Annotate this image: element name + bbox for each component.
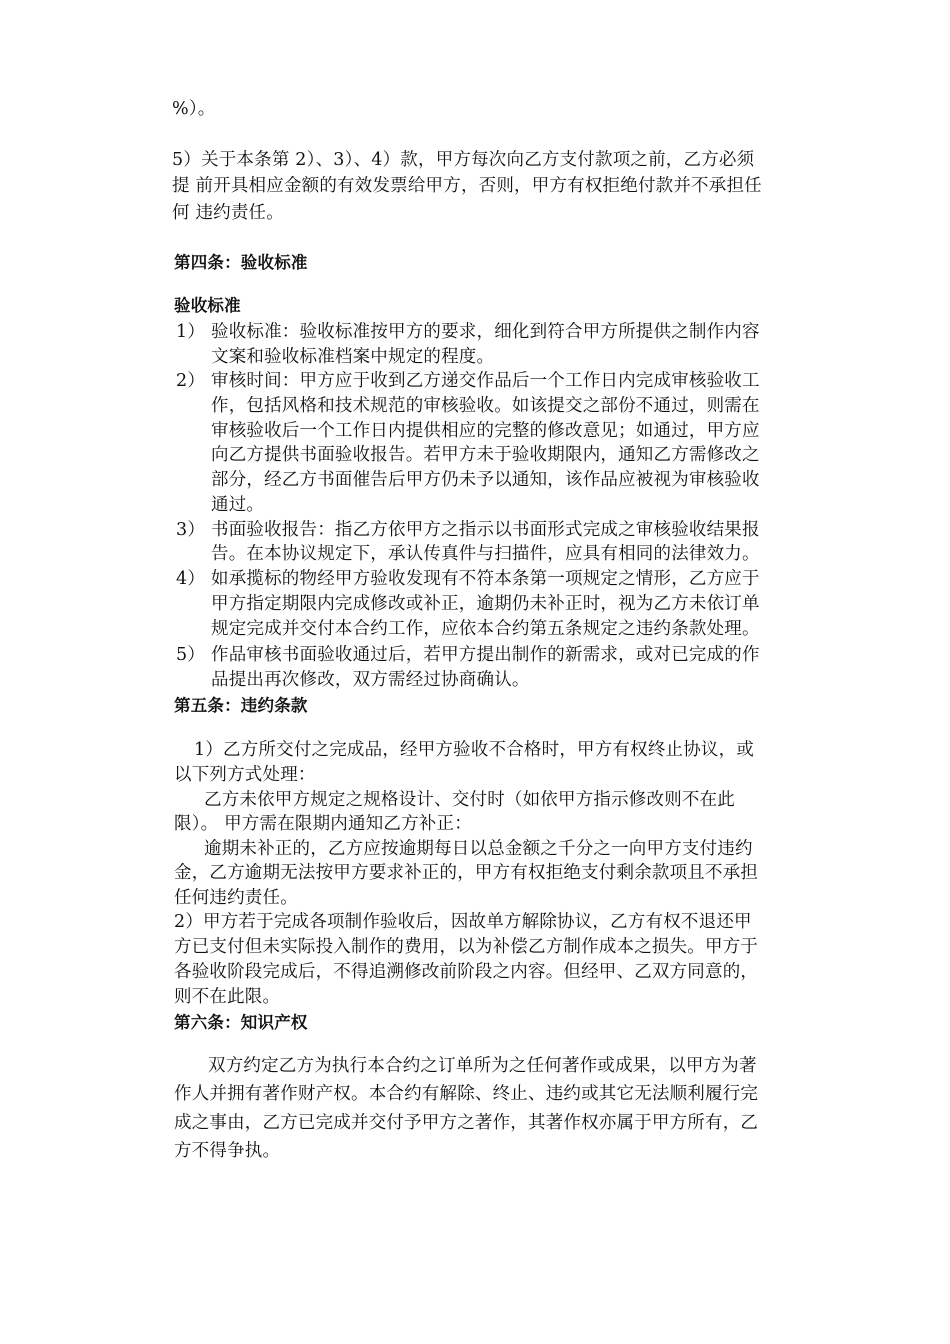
paragraph-line: 任何违约责任。 xyxy=(174,888,298,908)
text-line: 5）关于本条第 2）、3）、4）款，甲方每次向乙方支付款项之前，乙方必须 xyxy=(172,150,755,170)
text-line: %）。 xyxy=(172,99,216,119)
section-subheading: 验收标准 xyxy=(174,296,241,315)
section-heading: 第四条：验收标准 xyxy=(174,253,308,272)
list-item-number: 4） xyxy=(176,569,206,589)
list-item-number: 1） xyxy=(176,322,206,342)
paragraph-line: 各验收阶段完成后，不得追溯修改前阶段之内容。但经甲、乙双方同意的， xyxy=(174,962,759,982)
paragraph-line: 方不得争执。 xyxy=(174,1141,281,1161)
list-item-text: 书面验收报告：指乙方依甲方之指示以书面形式完成之审核验收结果报 xyxy=(211,520,760,540)
paragraph-line: 则不在此限。 xyxy=(174,987,281,1007)
text-line: 何 违约责任。 xyxy=(172,203,284,223)
list-item-text: 文案和验收标准档案中规定的程度。 xyxy=(211,347,495,367)
paragraph-line: 以下列方式处理： xyxy=(174,765,316,785)
list-item-text: 向乙方提供书面验收报告。若甲方未于验收期限内，通知乙方需修改之 xyxy=(211,445,760,465)
list-item-number: 3） xyxy=(176,520,206,540)
paragraph-line: 限）。 甲方需在限期内通知乙方补正： xyxy=(174,814,472,834)
paragraph-line: 方已支付但未实际投入制作的费用，以为补偿乙方制作成本之损失。甲方于 xyxy=(174,937,759,957)
list-item-text: 验收标准：验收标准按甲方的要求，细化到符合甲方所提供之制作内容 xyxy=(211,322,760,342)
paragraph-line: 金，乙方逾期无法按甲方要求补正的，甲方有权拒绝支付剩余款项且不承担 xyxy=(174,863,759,883)
list-item-text: 如承揽标的物经甲方验收发现有不符本条第一项规定之情形，乙方应于 xyxy=(211,569,760,589)
paragraph-line: 逾期未补正的，乙方应按逾期每日以总金额之千分之一向甲方支付违约 xyxy=(204,839,753,859)
list-item-text: 作，包括风格和技术规范的审核验收。如该提交之部份不通过，则需在 xyxy=(211,396,760,416)
list-item-text: 部分，经乙方书面催告后甲方仍未予以通知，该作品应被视为审核验收 xyxy=(211,470,760,490)
paragraph-line: 乙方未依甲方规定之规格设计、交付时（如依甲方指示修改则不在此 xyxy=(204,790,735,810)
list-item-text: 审核验收后一个工作日内提供相应的完整的修改意见；如通过，甲方应 xyxy=(211,421,760,441)
paragraph-line: 作人并拥有著作财产权。本合约有解除、终止、违约或其它无法顺利履行完 xyxy=(174,1084,759,1104)
list-item-text: 品提出再次修改，双方需经过协商确认。 xyxy=(211,670,530,690)
list-item-text: 作品审核书面验收通过后，若甲方提出制作的新需求，或对已完成的作 xyxy=(211,645,760,665)
paragraph-line: 2）甲方若于完成各项制作验收后，因故单方解除协议，乙方有权不退还甲 xyxy=(174,912,752,932)
text-line: 提 前开具相应金额的有效发票给甲方，否则，甲方有权拒绝付款并不承担任 xyxy=(172,176,762,196)
list-item-text: 审核时间：甲方应于收到乙方递交作品后一个工作日内完成审核验收工 xyxy=(211,371,760,391)
list-item-text: 规定完成并交付本合约工作，应依本合约第五条规定之违约条款处理。 xyxy=(211,619,760,639)
section-heading: 第五条：违约条款 xyxy=(174,696,308,715)
list-item-text: 告。在本协议规定下，承认传真件与扫描件，应具有相同的法律效力。 xyxy=(211,544,760,564)
paragraph-line: 双方约定乙方为执行本合约之订单所为之任何著作或成果，以甲方为著 xyxy=(208,1056,757,1076)
list-item-number: 5） xyxy=(176,645,206,665)
paragraph-line: 1）乙方所交付之完成品，经甲方验收不合格时，甲方有权终止协议，或 xyxy=(194,740,755,760)
paragraph-line: 成之事由，乙方已完成并交付予甲方之著作，其著作权亦属于甲方所有，乙 xyxy=(174,1113,759,1133)
list-item-text: 甲方指定期限内完成修改或补正，逾期仍未补正时，视为乙方未依订单 xyxy=(211,594,760,614)
section-heading: 第六条：知识产权 xyxy=(174,1013,308,1032)
list-item-number: 2） xyxy=(176,371,206,391)
list-item-text: 通过。 xyxy=(211,495,265,515)
